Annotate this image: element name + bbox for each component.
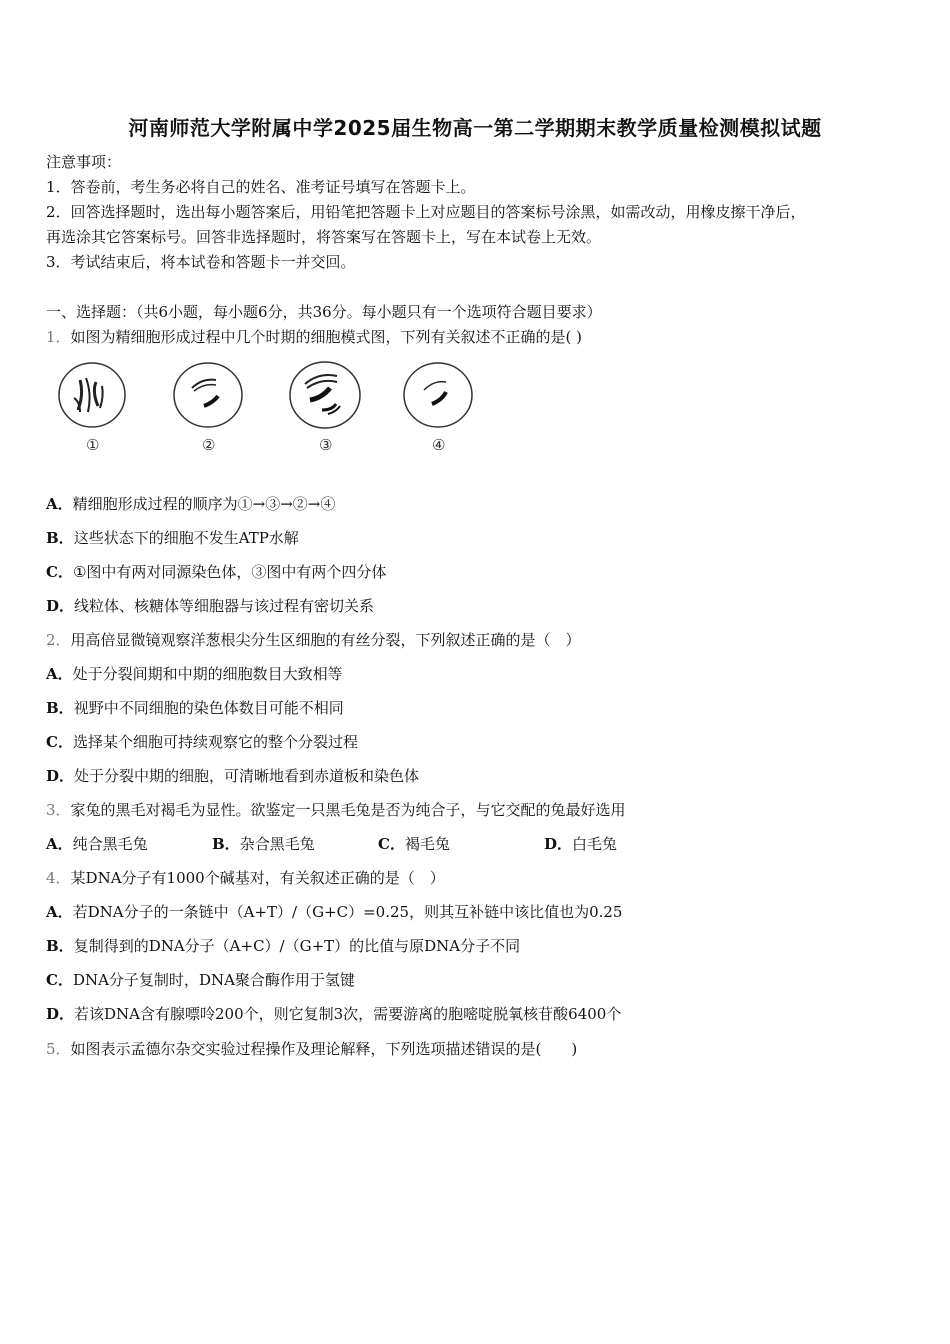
- option-text: 若该DNA含有腺嘌呤200个，则它复制3次，需要游离的胞嘧啶脱氧核苷酸6400个: [74, 1005, 622, 1023]
- option-text: 选择某个细胞可持续观察它的整个分裂过程: [72, 733, 358, 751]
- option-c[interactable]: [46, 562, 386, 582]
- option-letter: A．: [46, 903, 73, 921]
- option-text: 若DNA分子的一条链中（A+T）/（G+C）=0.25，则其互补链中该比值也为0.25: [72, 903, 623, 921]
- cell-1-figure: [59, 363, 125, 427]
- option-letter: A．: [46, 835, 73, 853]
- question-4: [46, 868, 445, 888]
- option-text: 精细胞形成过程的顺序为①→③→②→④: [72, 495, 336, 513]
- option-text: 复制得到的DNA分子（A+C）/（G+T）的比值与原DNA分子不同: [73, 937, 521, 955]
- option-text: 白毛兔: [572, 835, 618, 853]
- question-2: [46, 630, 581, 650]
- option-d[interactable]: [46, 1004, 621, 1024]
- question-number: 5．: [46, 1040, 71, 1058]
- cell-2-figure: [174, 363, 242, 427]
- cell-diagram: [52, 358, 492, 458]
- option-letter: B．: [46, 529, 74, 547]
- option-b[interactable]: [46, 936, 520, 956]
- option-letter: C．: [378, 835, 405, 853]
- question-number: 2．: [46, 631, 71, 649]
- option-a[interactable]: [46, 664, 343, 684]
- option-letter: D．: [544, 835, 573, 853]
- option-text: 处于分裂间期和中期的细胞数目大致相等: [72, 665, 343, 683]
- option-letter: B．: [212, 835, 240, 853]
- notice-item: 1．答卷前，考生务必将自己的姓名、准考证号填写在答题卡上。: [46, 178, 476, 196]
- option-d[interactable]: [46, 596, 374, 616]
- option-row: [46, 834, 710, 854]
- notice-item: 再选涂其它答案标号。回答非选择题时，将答案写在答题卡上，写在本试卷上无效。: [46, 228, 602, 246]
- question-stem: 如图为精细胞形成过程中几个时期的细胞模式图，下列有关叙述不正确的是( ): [70, 328, 583, 346]
- option-letter: D．: [46, 767, 75, 785]
- page-title: 河南师范大学附属中学2025届生物高一第二学期期末教学质量检测模拟试题: [128, 116, 822, 140]
- notice-item: 3．考试结束后，将本试卷和答题卡一并交回。: [46, 253, 356, 271]
- cell-diagram-svg: [52, 358, 492, 458]
- option-c[interactable]: [378, 834, 544, 854]
- option-text: 处于分裂中期的细胞，可清晰地看到赤道板和染色体: [74, 767, 420, 785]
- option-text: ①图中有两对同源染色体，③图中有两个四分体: [72, 563, 387, 581]
- option-letter: C．: [46, 971, 73, 989]
- option-c[interactable]: [46, 970, 355, 990]
- question-stem: 某DNA分子有1000个碱基对，有关叙述正确的是（ ）: [70, 869, 445, 887]
- question-number: 1．: [46, 328, 71, 346]
- option-letter: D．: [46, 597, 75, 615]
- option-c[interactable]: [46, 732, 358, 752]
- question-stem: 用高倍显微镜观察洋葱根尖分生区细胞的有丝分裂，下列叙述正确的是（ ）: [70, 631, 581, 649]
- option-letter: A．: [46, 495, 73, 513]
- question-3: [46, 800, 626, 820]
- option-a[interactable]: [46, 494, 335, 514]
- question-1: [46, 327, 582, 347]
- option-text: 纯合黑毛兔: [72, 835, 148, 853]
- option-a[interactable]: [46, 902, 622, 922]
- notice-heading: 注意事项：: [46, 153, 122, 171]
- question-5: [46, 1039, 577, 1059]
- option-text: 这些状态下的细胞不发生ATP水解: [73, 529, 299, 547]
- option-text: 线粒体、核糖体等细胞器与该过程有密切关系: [74, 597, 375, 615]
- option-letter: B．: [46, 699, 74, 717]
- option-b[interactable]: [46, 698, 344, 718]
- option-text: 视野中不同细胞的染色体数目可能不相同: [73, 699, 344, 717]
- cell-3-figure: [290, 362, 360, 428]
- figure-label: ③: [319, 436, 333, 454]
- figure-label: ④: [432, 436, 446, 454]
- option-a[interactable]: [46, 834, 212, 854]
- option-letter: D．: [46, 1005, 75, 1023]
- option-d[interactable]: [46, 766, 419, 786]
- section-heading: 一、选择题：（共6小题，每小题6分，共36分。每小题只有一个选项符合题目要求）: [46, 303, 602, 321]
- figure-label: ①: [86, 436, 100, 454]
- option-letter: A．: [46, 665, 73, 683]
- option-text: 褐毛兔: [404, 835, 450, 853]
- question-stem: 家兔的黑毛对褐毛为显性。欲鉴定一只黑毛兔是否为纯合子，与它交配的兔最好选用: [70, 801, 626, 819]
- option-letter: C．: [46, 733, 73, 751]
- option-b[interactable]: [46, 528, 299, 548]
- question-stem: 如图表示孟德尔杂交实验过程操作及理论解释，下列选项描述错误的是( ): [70, 1040, 578, 1058]
- option-text: DNA分子复制时，DNA聚合酶作用于氢键: [72, 971, 355, 989]
- figure-label: ②: [202, 436, 216, 454]
- question-number: 3．: [46, 801, 71, 819]
- option-letter: C．: [46, 563, 73, 581]
- notice-item: 2．回答选择题时，选出每小题答案后，用铅笔把答题卡上对应题目的答案标号涂黑，如需改动，用橡皮擦干净后，: [46, 203, 806, 221]
- question-number: 4．: [46, 869, 71, 887]
- option-text: 杂合黑毛兔: [239, 835, 315, 853]
- option-b[interactable]: [212, 834, 378, 854]
- option-letter: B．: [46, 937, 74, 955]
- option-d[interactable]: [544, 834, 710, 854]
- cell-4-figure: [404, 363, 472, 427]
